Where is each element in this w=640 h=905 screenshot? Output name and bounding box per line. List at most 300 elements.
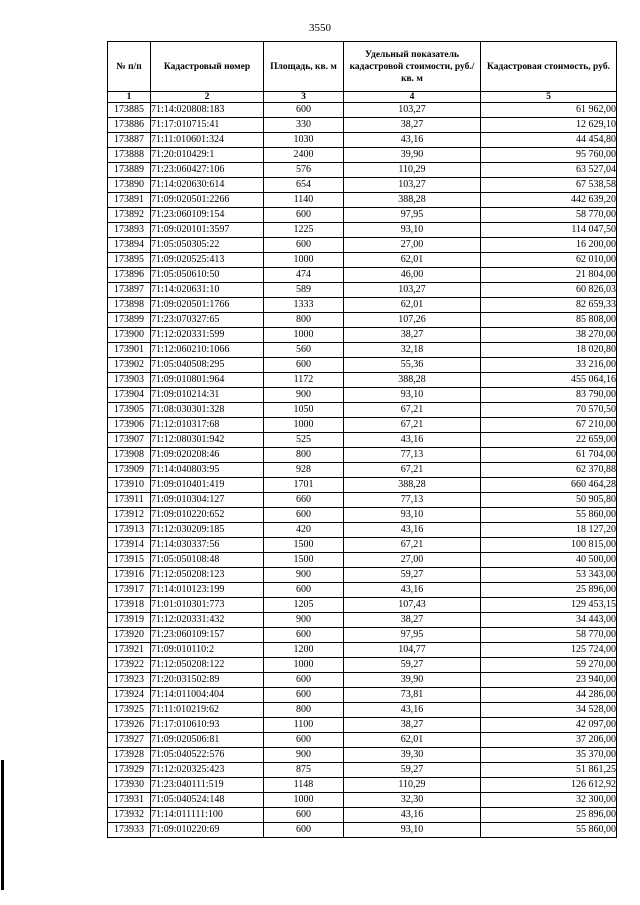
cell-unit-value: 62,01 (344, 733, 481, 748)
cell-unit-value: 43,16 (344, 523, 481, 538)
cell-cadastral-number: 71:20:010429:1 (151, 148, 264, 163)
cell-unit-value: 107,26 (344, 313, 481, 328)
table-column-numbers-row (108, 92, 617, 103)
table-row (108, 778, 617, 793)
cell-row-number: 173915 (108, 553, 151, 568)
cell-cadastral-cost: 50 905,80 (481, 493, 617, 508)
table-row (108, 268, 617, 283)
column-number: 5 (481, 92, 617, 103)
table-row (108, 193, 617, 208)
cell-area: 1200 (264, 643, 344, 658)
cell-cadastral-cost: 62 010,00 (481, 253, 617, 268)
cell-row-number: 173902 (108, 358, 151, 373)
table-row (108, 793, 617, 808)
cell-cadastral-number: 71:09:010304:127 (151, 493, 264, 508)
table-row (108, 208, 617, 223)
cell-area: 1172 (264, 373, 344, 388)
cell-area: 1500 (264, 553, 344, 568)
table-row (108, 688, 617, 703)
cell-area: 1148 (264, 778, 344, 793)
table-row (108, 748, 617, 763)
cell-area: 800 (264, 448, 344, 463)
cell-cadastral-cost: 22 659,00 (481, 433, 617, 448)
cell-unit-value: 107,43 (344, 598, 481, 613)
cell-row-number: 173896 (108, 268, 151, 283)
header-row-number: № п/п (108, 42, 151, 92)
cell-cadastral-number: 71:23:060427:106 (151, 163, 264, 178)
cell-area: 1225 (264, 223, 344, 238)
cell-row-number: 173900 (108, 328, 151, 343)
cell-row-number: 173894 (108, 238, 151, 253)
cell-row-number: 173903 (108, 373, 151, 388)
cell-row-number: 173889 (108, 163, 151, 178)
cell-unit-value: 43,16 (344, 583, 481, 598)
header-cadastral-number: Кадастровый номер (151, 42, 264, 92)
cell-area: 330 (264, 118, 344, 133)
cell-row-number: 173932 (108, 808, 151, 823)
cell-unit-value: 388,28 (344, 478, 481, 493)
cell-cadastral-cost: 34 443,00 (481, 613, 617, 628)
header-cadastral-cost: Кадастровая стоимость, руб. (481, 42, 617, 92)
cell-cadastral-cost: 18 127,20 (481, 523, 617, 538)
cell-unit-value: 93,10 (344, 388, 481, 403)
cell-cadastral-cost: 58 770,00 (481, 628, 617, 643)
table-row (108, 403, 617, 418)
cell-area: 1000 (264, 793, 344, 808)
cell-cadastral-number: 71:05:040522:576 (151, 748, 264, 763)
cell-cadastral-cost: 60 826,03 (481, 283, 617, 298)
cell-cadastral-number: 71:09:010110:2 (151, 643, 264, 658)
cell-cadastral-number: 71:05:040508:295 (151, 358, 264, 373)
cell-row-number: 173921 (108, 643, 151, 658)
cell-cadastral-number: 71:14:020630:614 (151, 178, 264, 193)
cell-row-number: 173911 (108, 493, 151, 508)
cell-row-number: 173888 (108, 148, 151, 163)
cell-cadastral-number: 71:09:020208:46 (151, 448, 264, 463)
cell-cadastral-number: 71:11:010601:324 (151, 133, 264, 148)
cell-area: 600 (264, 583, 344, 598)
cell-row-number: 173925 (108, 703, 151, 718)
cell-area: 1333 (264, 298, 344, 313)
cell-cadastral-cost: 18 020,80 (481, 343, 617, 358)
cell-area: 600 (264, 208, 344, 223)
table-row (108, 718, 617, 733)
cell-cadastral-number: 71:23:060109:154 (151, 208, 264, 223)
cell-unit-value: 38,27 (344, 718, 481, 733)
cell-cadastral-cost: 95 760,00 (481, 148, 617, 163)
cell-row-number: 173901 (108, 343, 151, 358)
table-row (108, 823, 617, 838)
cell-unit-value: 27,00 (344, 238, 481, 253)
cell-unit-value: 38,27 (344, 613, 481, 628)
cell-cadastral-cost: 61 962,00 (481, 103, 617, 118)
cell-cadastral-cost: 455 064,16 (481, 373, 617, 388)
cell-unit-value: 388,28 (344, 373, 481, 388)
cell-row-number: 173890 (108, 178, 151, 193)
column-number: 4 (344, 92, 481, 103)
cell-area: 600 (264, 673, 344, 688)
cell-cadastral-number: 71:14:020631:10 (151, 283, 264, 298)
page-number: 3550 (309, 22, 331, 34)
cell-cadastral-cost: 12 629,10 (481, 118, 617, 133)
cell-cadastral-number: 71:14:011111:100 (151, 808, 264, 823)
table-row (108, 493, 617, 508)
cell-cadastral-cost: 37 206,00 (481, 733, 617, 748)
table-row (108, 703, 617, 718)
cell-cadastral-cost: 32 300,00 (481, 793, 617, 808)
cell-row-number: 173907 (108, 433, 151, 448)
cell-row-number: 173899 (108, 313, 151, 328)
cell-row-number: 173920 (108, 628, 151, 643)
cell-cadastral-cost: 51 861,25 (481, 763, 617, 778)
cell-cadastral-number: 71:09:020506:81 (151, 733, 264, 748)
cell-cadastral-cost: 62 370,88 (481, 463, 617, 478)
cell-area: 900 (264, 748, 344, 763)
cell-cadastral-cost: 442 639,20 (481, 193, 617, 208)
column-number: 1 (108, 92, 151, 103)
table-header-row (108, 42, 617, 92)
cell-area: 1100 (264, 718, 344, 733)
cell-cadastral-cost: 25 896,00 (481, 808, 617, 823)
table-row (108, 598, 617, 613)
cell-cadastral-number: 71:12:050208:122 (151, 658, 264, 673)
cell-unit-value: 97,95 (344, 208, 481, 223)
cell-cadastral-cost: 129 453,15 (481, 598, 617, 613)
cell-unit-value: 93,10 (344, 508, 481, 523)
cell-cadastral-number: 71:12:080301:942 (151, 433, 264, 448)
cell-row-number: 173923 (108, 673, 151, 688)
cadastral-value-table (107, 41, 617, 838)
cell-area: 1000 (264, 328, 344, 343)
cell-cadastral-number: 71:09:010220:69 (151, 823, 264, 838)
cell-row-number: 173916 (108, 568, 151, 583)
cell-area: 600 (264, 238, 344, 253)
cell-unit-value: 77,13 (344, 493, 481, 508)
cell-unit-value: 39,90 (344, 148, 481, 163)
cell-row-number: 173917 (108, 583, 151, 598)
cell-row-number: 173910 (108, 478, 151, 493)
cell-unit-value: 110,29 (344, 163, 481, 178)
table-row (108, 463, 617, 478)
cell-area: 654 (264, 178, 344, 193)
cell-cadastral-cost: 53 343,00 (481, 568, 617, 583)
cell-unit-value: 93,10 (344, 823, 481, 838)
table-row (108, 478, 617, 493)
cell-cadastral-number: 71:09:020525:413 (151, 253, 264, 268)
cell-cadastral-cost: 83 790,00 (481, 388, 617, 403)
cell-unit-value: 39,30 (344, 748, 481, 763)
table-row (108, 508, 617, 523)
table-row (108, 433, 617, 448)
cell-cadastral-cost: 42 097,00 (481, 718, 617, 733)
cell-cadastral-number: 71:14:010123:199 (151, 583, 264, 598)
cell-row-number: 173918 (108, 598, 151, 613)
cell-row-number: 173922 (108, 658, 151, 673)
cell-area: 576 (264, 163, 344, 178)
table-row (108, 673, 617, 688)
table-row (108, 538, 617, 553)
cell-area: 600 (264, 103, 344, 118)
cell-cadastral-number: 71:12:030209:185 (151, 523, 264, 538)
cell-unit-value: 62,01 (344, 298, 481, 313)
table-row (108, 328, 617, 343)
cell-unit-value: 103,27 (344, 283, 481, 298)
cell-row-number: 173908 (108, 448, 151, 463)
table-row (108, 553, 617, 568)
cell-cadastral-cost: 58 770,00 (481, 208, 617, 223)
cell-cadastral-cost: 70 570,50 (481, 403, 617, 418)
cell-area: 1000 (264, 658, 344, 673)
cell-unit-value: 32,18 (344, 343, 481, 358)
cell-unit-value: 67,21 (344, 403, 481, 418)
table-row (108, 418, 617, 433)
cell-area: 660 (264, 493, 344, 508)
cell-area: 1140 (264, 193, 344, 208)
cell-cadastral-number: 71:08:030301:328 (151, 403, 264, 418)
cell-area: 1701 (264, 478, 344, 493)
cell-row-number: 173912 (108, 508, 151, 523)
table-row (108, 628, 617, 643)
table-row (108, 133, 617, 148)
cell-cadastral-cost: 61 704,00 (481, 448, 617, 463)
cell-cadastral-cost: 63 527,04 (481, 163, 617, 178)
table-row (108, 163, 617, 178)
header-area: Площадь, кв. м (264, 42, 344, 92)
table-row (108, 103, 617, 118)
cell-cadastral-cost: 40 500,00 (481, 553, 617, 568)
cell-area: 800 (264, 313, 344, 328)
cell-cadastral-number: 71:12:050208:123 (151, 568, 264, 583)
cell-cadastral-number: 71:09:010401:419 (151, 478, 264, 493)
cell-cadastral-number: 71:09:020501:2266 (151, 193, 264, 208)
table-row (108, 343, 617, 358)
cell-cadastral-number: 71:09:010801:964 (151, 373, 264, 388)
table-row (108, 763, 617, 778)
cell-unit-value: 43,16 (344, 703, 481, 718)
cell-area: 875 (264, 763, 344, 778)
cell-row-number: 173930 (108, 778, 151, 793)
table-row (108, 373, 617, 388)
table-row (108, 523, 617, 538)
cell-cadastral-cost: 55 860,00 (481, 823, 617, 838)
table-row (108, 313, 617, 328)
cell-unit-value: 73,81 (344, 688, 481, 703)
table-row (108, 253, 617, 268)
cell-area: 600 (264, 808, 344, 823)
table-row (108, 643, 617, 658)
table-row (108, 613, 617, 628)
table-row (108, 733, 617, 748)
cell-unit-value: 39,90 (344, 673, 481, 688)
cell-area: 600 (264, 358, 344, 373)
cell-cadastral-number: 71:09:010214:31 (151, 388, 264, 403)
cell-area: 600 (264, 733, 344, 748)
cell-area: 928 (264, 463, 344, 478)
cell-row-number: 173895 (108, 253, 151, 268)
cell-row-number: 173886 (108, 118, 151, 133)
cell-cadastral-cost: 126 612,92 (481, 778, 617, 793)
cell-unit-value: 97,95 (344, 628, 481, 643)
cell-cadastral-cost: 33 216,00 (481, 358, 617, 373)
cell-area: 1050 (264, 403, 344, 418)
table-row (108, 178, 617, 193)
cell-unit-value: 59,27 (344, 658, 481, 673)
cell-cadastral-number: 71:09:010220:652 (151, 508, 264, 523)
cell-cadastral-cost: 35 370,00 (481, 748, 617, 763)
cell-area: 474 (264, 268, 344, 283)
cell-unit-value: 27,00 (344, 553, 481, 568)
cell-cadastral-number: 71:20:031502:89 (151, 673, 264, 688)
cell-unit-value: 104,77 (344, 643, 481, 658)
cell-cadastral-number: 71:12:020331:599 (151, 328, 264, 343)
table-row (108, 388, 617, 403)
cell-area: 2400 (264, 148, 344, 163)
table-row (108, 148, 617, 163)
cell-cadastral-number: 71:09:020101:3597 (151, 223, 264, 238)
table-row (108, 808, 617, 823)
cell-unit-value: 388,28 (344, 193, 481, 208)
table-row (108, 448, 617, 463)
column-number: 3 (264, 92, 344, 103)
cell-cadastral-cost: 38 270,00 (481, 328, 617, 343)
cell-cadastral-number: 71:05:050108:48 (151, 553, 264, 568)
cell-unit-value: 43,16 (344, 808, 481, 823)
cell-unit-value: 32,30 (344, 793, 481, 808)
cell-cadastral-number: 71:14:040803:95 (151, 463, 264, 478)
cell-row-number: 173885 (108, 103, 151, 118)
cell-cadastral-number: 71:12:020325:423 (151, 763, 264, 778)
cell-cadastral-cost: 55 860,00 (481, 508, 617, 523)
cell-cadastral-number: 71:12:020331:432 (151, 613, 264, 628)
cell-row-number: 173905 (108, 403, 151, 418)
cell-row-number: 173897 (108, 283, 151, 298)
cell-row-number: 173893 (108, 223, 151, 238)
cell-area: 420 (264, 523, 344, 538)
cell-area: 600 (264, 508, 344, 523)
cell-cadastral-cost: 660 464,28 (481, 478, 617, 493)
cell-area: 600 (264, 688, 344, 703)
cell-area: 1500 (264, 538, 344, 553)
cell-row-number: 173898 (108, 298, 151, 313)
cell-unit-value: 46,00 (344, 268, 481, 283)
cell-cadastral-number: 71:17:010715:41 (151, 118, 264, 133)
cell-unit-value: 67,21 (344, 418, 481, 433)
cell-cadastral-cost: 34 528,00 (481, 703, 617, 718)
table-row (108, 223, 617, 238)
cell-area: 900 (264, 388, 344, 403)
table-row (108, 658, 617, 673)
cell-cadastral-number: 71:11:010219:62 (151, 703, 264, 718)
cell-unit-value: 103,27 (344, 178, 481, 193)
cell-row-number: 173926 (108, 718, 151, 733)
cell-cadastral-cost: 67 210,00 (481, 418, 617, 433)
cell-row-number: 173904 (108, 388, 151, 403)
cell-row-number: 173924 (108, 688, 151, 703)
table-row (108, 583, 617, 598)
cell-cadastral-cost: 85 808,00 (481, 313, 617, 328)
cell-cadastral-cost: 82 659,33 (481, 298, 617, 313)
cell-cadastral-number: 71:23:070327:65 (151, 313, 264, 328)
cell-row-number: 173928 (108, 748, 151, 763)
cell-area: 1000 (264, 253, 344, 268)
cell-cadastral-number: 71:23:040111:519 (151, 778, 264, 793)
cell-row-number: 173909 (108, 463, 151, 478)
cell-unit-value: 77,13 (344, 448, 481, 463)
cell-area: 800 (264, 703, 344, 718)
cell-unit-value: 43,16 (344, 433, 481, 448)
cell-unit-value: 67,21 (344, 463, 481, 478)
cell-unit-value: 67,21 (344, 538, 481, 553)
cell-area: 600 (264, 628, 344, 643)
cell-row-number: 173892 (108, 208, 151, 223)
cell-area: 560 (264, 343, 344, 358)
cell-cadastral-cost: 125 724,00 (481, 643, 617, 658)
scan-edge-bar (1, 760, 4, 890)
cell-area: 1030 (264, 133, 344, 148)
cell-cadastral-number: 71:12:060210:1066 (151, 343, 264, 358)
cell-row-number: 173933 (108, 823, 151, 838)
cell-unit-value: 59,27 (344, 568, 481, 583)
cell-unit-value: 110,29 (344, 778, 481, 793)
cell-area: 525 (264, 433, 344, 448)
cell-cadastral-cost: 59 270,00 (481, 658, 617, 673)
cell-cadastral-number: 71:05:050610:50 (151, 268, 264, 283)
cell-area: 900 (264, 613, 344, 628)
cell-unit-value: 62,01 (344, 253, 481, 268)
cell-row-number: 173929 (108, 763, 151, 778)
cell-cadastral-number: 71:01:010301:773 (151, 598, 264, 613)
cell-row-number: 173927 (108, 733, 151, 748)
cell-area: 600 (264, 823, 344, 838)
cell-cadastral-number: 71:09:020501:1766 (151, 298, 264, 313)
cell-row-number: 173931 (108, 793, 151, 808)
cell-cadastral-number: 71:17:010610:93 (151, 718, 264, 733)
cell-cadastral-cost: 44 286,00 (481, 688, 617, 703)
table-row (108, 118, 617, 133)
table-row (108, 283, 617, 298)
cell-cadastral-number: 71:14:030337:56 (151, 538, 264, 553)
cell-cadastral-cost: 67 538,58 (481, 178, 617, 193)
cell-unit-value: 103,27 (344, 103, 481, 118)
cell-cadastral-cost: 114 047,50 (481, 223, 617, 238)
cell-unit-value: 38,27 (344, 328, 481, 343)
cell-cadastral-cost: 23 940,00 (481, 673, 617, 688)
cell-unit-value: 55,36 (344, 358, 481, 373)
cell-cadastral-number: 71:14:011004:404 (151, 688, 264, 703)
cell-cadastral-number: 71:05:040524:148 (151, 793, 264, 808)
cell-cadastral-cost: 21 804,00 (481, 268, 617, 283)
cell-cadastral-cost: 25 896,00 (481, 583, 617, 598)
cell-area: 1000 (264, 418, 344, 433)
cell-unit-value: 43,16 (344, 133, 481, 148)
table-row (108, 238, 617, 253)
cell-cadastral-number: 71:14:020808:183 (151, 103, 264, 118)
header-unit-value: Удельный показатель кадастровой стоимости, руб./кв. м (344, 42, 481, 92)
cell-area: 589 (264, 283, 344, 298)
cell-cadastral-number: 71:05:050305:22 (151, 238, 264, 253)
cell-row-number: 173913 (108, 523, 151, 538)
table-row (108, 358, 617, 373)
cell-area: 900 (264, 568, 344, 583)
cell-unit-value: 38,27 (344, 118, 481, 133)
table-row (108, 568, 617, 583)
cell-cadastral-cost: 16 200,00 (481, 238, 617, 253)
cell-row-number: 173919 (108, 613, 151, 628)
cell-cadastral-cost: 100 815,00 (481, 538, 617, 553)
cell-unit-value: 93,10 (344, 223, 481, 238)
cell-row-number: 173887 (108, 133, 151, 148)
table-body (108, 103, 617, 838)
